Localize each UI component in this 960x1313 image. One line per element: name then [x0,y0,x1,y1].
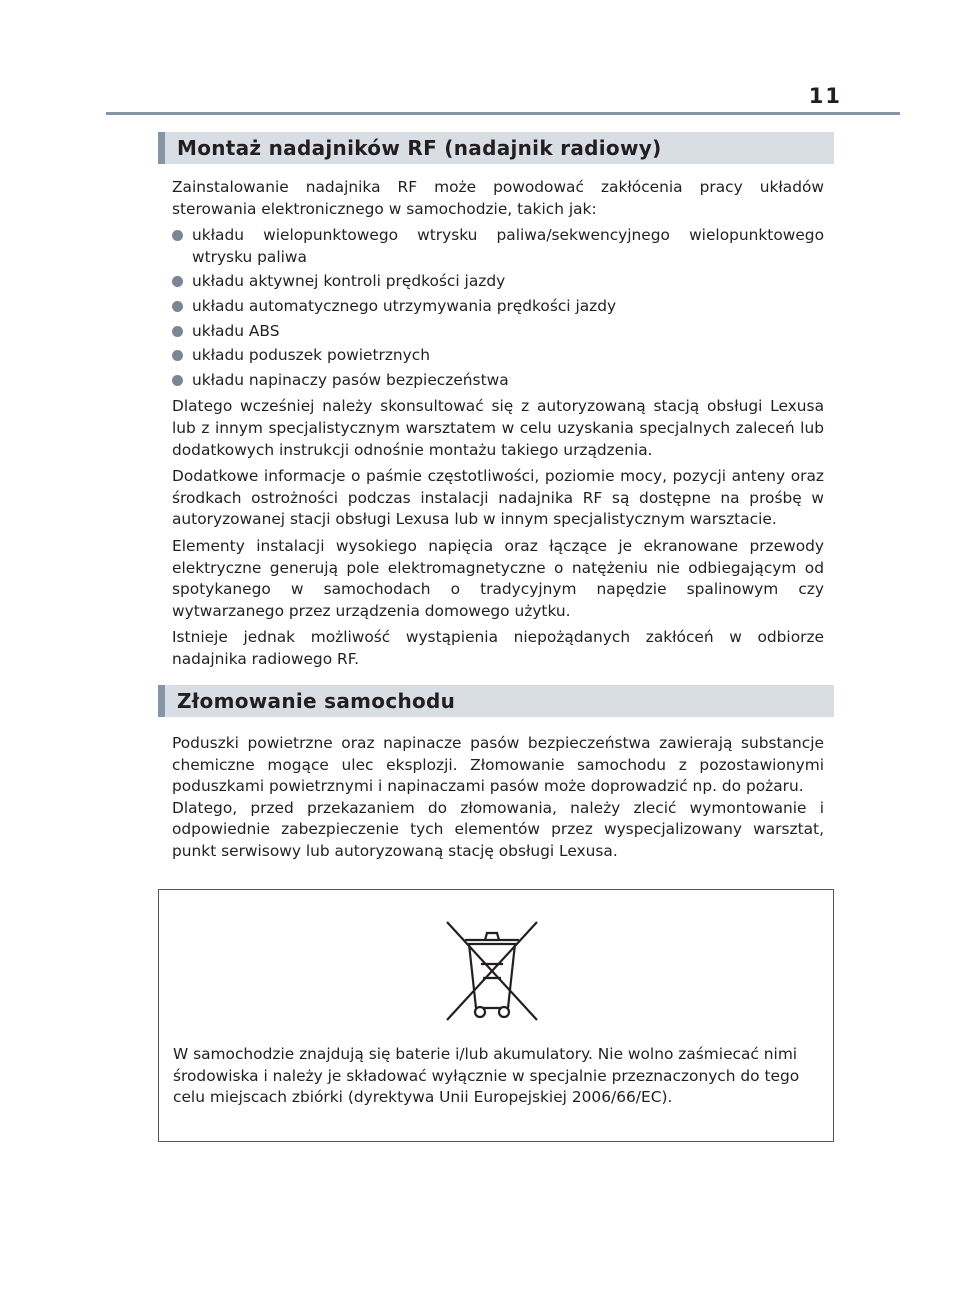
list-item: układu ABS [172,321,824,343]
list-item: układu napinaczy pasów bezpieczeństwa [172,370,824,392]
notice-text-block [173,1044,813,1109]
rf-section-body [172,177,824,675]
section-title: Montaż nadajników RF (nadajnik radiowy) [177,136,662,160]
scrapping-section-body [172,733,824,868]
battery-disposal-notice [158,889,834,1142]
section-title: Złomowanie samochodu [177,689,456,713]
removal-paragraph: Dlatego, przed przekazaniem do złomowania, należy zlecić wymontowanie i odpowiednie zabezpieczenie tych elementów przez wyspecjalizowany warsztat, punkt serwisowy lub autoryzowaną stację obsługi Lexusa. [172,798,824,860]
section-header-bar [158,132,165,164]
rf-intro-paragraph: Zainstalowanie nadajnika RF może powodować zakłócenia pracy układów sterowania elektronicznego w samochodzie, takich jak: [172,178,824,218]
bullet-icon [172,301,183,312]
bullet-icon [172,326,183,337]
airbag-paragraph: Poduszki powietrzne oraz napinacze pasów bezpieczeństwa zawierają substancje chemiczne mogące ulec eksplozji. Złomowanie samochodu z pozostawionymi poduszkami powietrznymi i napinaczami pasów może doprowadzić np. do pożaru. [172,734,824,796]
bullet-icon [172,230,183,241]
list-item: układu poduszek powietrznych [172,345,824,367]
page-number: 11 [808,84,842,108]
notice-text: W samochodzie znajdują się baterie i/lub akumulatory. Nie wolno zaśmiecać nimi środowiska i należy je składować wyłącznie w specjalnie przeznaczonych do tego celu miejscach zbiórki (dyrektywa Unii Europejskiej 2006/66/EC). [173,1045,800,1107]
affected-systems-list [172,225,824,391]
section-header-rf-transmitters [158,132,834,164]
list-item: układu aktywnej kontroli prędkości jazdy [172,271,824,293]
list-item: układu automatycznego utrzymywania prędkości jazdy [172,296,824,318]
bullet-icon [172,375,183,386]
interference-paragraph: Istnieje jednak możliwość wystąpienia niepożądanych zakłóceń w odbiorze nadajnika radiowego RF. [172,628,824,668]
crossed-out-wheelie-bin-icon [445,920,539,1022]
list-item: układu wielopunktowego wtrysku paliwa/sekwencyjnego wielopunktowego wtrysku paliwa [172,225,824,268]
bullet-icon [172,350,183,361]
section-header-bar [158,685,165,717]
header-rule [106,112,900,115]
electromagnetic-paragraph: Elementy instalacji wysokiego napięcia oraz łączące je ekranowane przewody elektryczne generują pole elektromagnetyczne o natężeniu nie odbiegającym od spotykanego w samochodach o tradycyjnym napędzie spalinowym czy wytwarzanego przez urządzenia domowego użytku. [172,536,824,620]
consult-paragraph: Dlatego wcześniej należy skonsultować się z autoryzowaną stacją obsługi Lexusa lub z innym specjalistycznym warsztatem w celu uzyskania specjalnych zaleceń lub dodatkowych instrukcji odnośnie montażu takiego urządzenia. [172,397,824,459]
bullet-icon [172,276,183,287]
frequency-info-paragraph: Dodatkowe informacje o paśmie częstotliwości, poziomie mocy, pozycji anteny oraz środkach ostrożności podczas instalacji nadajnika RF są dostępne na prośbę w autoryzowanej stacji obsługi Lexusa lub w innym specjalistycznym warsztacie. [172,467,824,529]
section-header-scrapping [158,685,834,717]
